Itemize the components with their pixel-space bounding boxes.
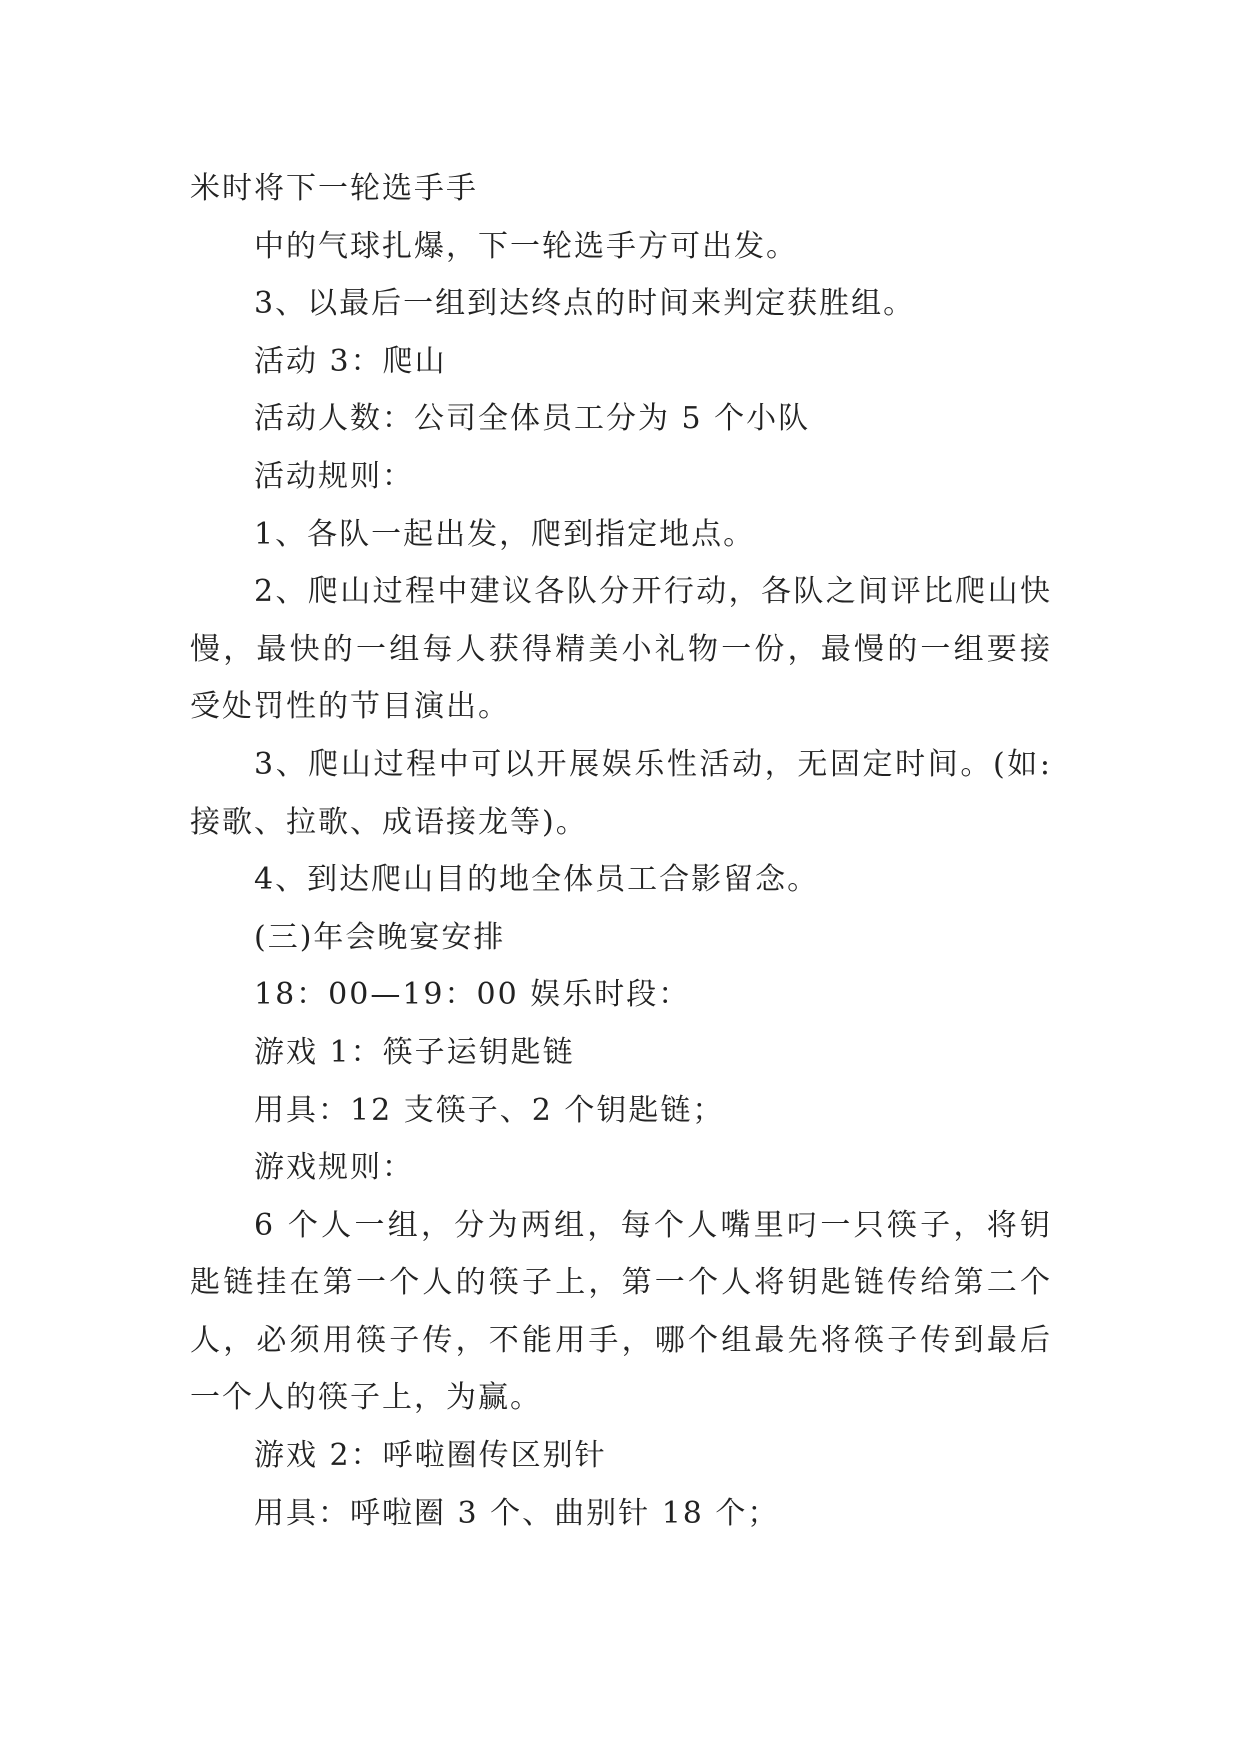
game-1-rules: 6 个人一组，分为两组，每个人嘴里叼一只筷子，将钥匙链挂在第一个人的筷子上，第一个人将钥匙链传给第二个人，必须用筷子传，不能用手，哪个组最先将筷子传到最后一个人的筷子上，为赢。 <box>190 1207 1052 1416</box>
rule-item: 1、各队一起出发，爬到指定地点。 <box>254 516 756 552</box>
rule-item: 4、到达爬山目的地全体员工合影留念。 <box>254 862 820 898</box>
paragraph: 3、以最后一组到达终点的时间来判定获胜组。 <box>254 286 916 322</box>
paragraph: 活动人数：公司全体员工分为 5 个小队 <box>254 401 811 437</box>
rule-item: 2、爬山过程中建议各队分开行动，各队之间评比爬山快慢，最快的一组每人获得精美小礼物一份，最慢的一组要接受处罚性的节目演出。 <box>190 574 1052 725</box>
game-2-heading: 游戏 2：呼啦圈传区别针 <box>254 1438 607 1474</box>
rules-heading: 活动规则： <box>254 458 414 494</box>
paragraph: 中的气球扎爆，下一轮选手方可出发。 <box>254 228 798 264</box>
section-heading-activity-3: 活动 3：爬山 <box>254 343 447 379</box>
game-1-heading: 游戏 1：筷子运钥匙链 <box>254 1034 575 1070</box>
section-heading-banquet: (三)年会晚宴安排 <box>254 919 506 955</box>
game-rules-heading: 游戏规则： <box>254 1150 414 1186</box>
schedule-line: 18：00—19：00 娱乐时段： <box>254 977 691 1013</box>
game-1-equipment: 用具：12 支筷子、2 个钥匙链； <box>254 1092 725 1128</box>
document-body <box>190 160 1052 1542</box>
rule-item: 3、爬山过程中可以开展娱乐性活动，无固定时间。(如:接歌、拉歌、成语接龙等)。 <box>190 746 1052 840</box>
paragraph-continuation: 米时将下一轮选手手 <box>190 171 478 206</box>
game-2-equipment: 用具：呼啦圈 3 个、曲别针 18 个； <box>254 1495 780 1531</box>
